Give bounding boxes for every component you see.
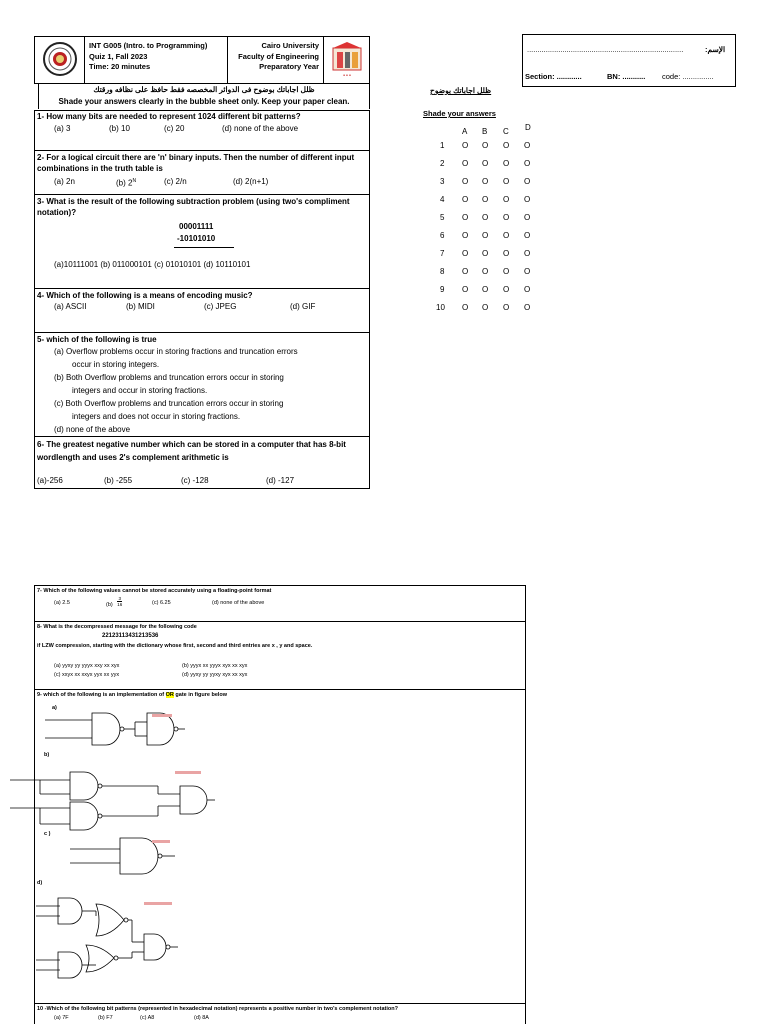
answer-bubble-9-b[interactable]: O xyxy=(482,285,489,294)
q2-option-b xyxy=(116,176,136,189)
q5-option-a-line1: (a) Overflow problems occur in storing fractions and truncation errors xyxy=(54,347,298,356)
answer-bubble-9-c[interactable]: O xyxy=(503,285,510,294)
answer-bubble-10-a[interactable]: O xyxy=(462,303,469,312)
answer-sheet-title-arabic: ظلل اجاباتك بوضوح xyxy=(430,86,492,95)
question-4 xyxy=(34,288,370,332)
q2-option-b-text: (b) 2 xyxy=(116,178,133,188)
answer-bubble-9-d[interactable]: O xyxy=(524,285,531,294)
answer-bubble-10-b[interactable]: O xyxy=(482,303,489,312)
answer-bubble-8-a[interactable]: O xyxy=(462,267,469,276)
name-dots: ........................................................................... xyxy=(527,45,684,54)
answer-bubble-3-d[interactable]: O xyxy=(524,177,531,186)
answer-bubble-2-d[interactable]: O xyxy=(524,159,531,168)
question-4-text: 4- Which of the following is a means of encoding music? xyxy=(37,291,253,300)
answer-row-number: 3 xyxy=(440,177,445,186)
answer-bubble-5-a[interactable]: O xyxy=(462,213,469,222)
question-1 xyxy=(34,110,370,150)
q3-operand-1: 00001111 xyxy=(179,222,214,231)
question-2-text: 2- For a logical circuit there are 'n' binary inputs. Then the number of different input combinations in the truth table is xyxy=(37,153,355,173)
question-8-text: 8- What is the decompressed message for the following code xyxy=(37,624,197,630)
answer-bubble-9-a[interactable]: O xyxy=(462,285,469,294)
q9-highlight: OR xyxy=(165,692,174,698)
q7-option-d: (d) none of the above xyxy=(212,600,265,606)
question-7 xyxy=(34,585,526,621)
answer-bubble-8-b[interactable]: O xyxy=(482,267,489,276)
answer-bubble-3-c[interactable]: O xyxy=(503,177,510,186)
code-field: code: ............... xyxy=(662,72,714,81)
answer-row-number: 10 xyxy=(436,303,445,312)
q5-option-b-line1: (b) Both Overflow problems and truncation errors occur in storing xyxy=(54,373,284,382)
answer-row-number: 5 xyxy=(440,213,445,222)
svg-text:•••: ••• xyxy=(342,73,352,79)
q4-option-d: (d) GIF xyxy=(290,302,316,311)
q8-option-c: (c) xxyx xx xxyx yyx xx yyx xyxy=(54,672,120,678)
answer-bubble-6-b[interactable]: O xyxy=(482,231,489,240)
question-5-text: 5- which of the following is true xyxy=(37,335,157,344)
q9-circuit-c xyxy=(70,834,190,876)
q2-option-c: (c) 2/n xyxy=(164,177,187,186)
question-3 xyxy=(34,194,370,288)
instruction-english: Shade your answers clearly in the bubble sheet only. Keep your paper clean. xyxy=(58,97,350,106)
university-name: Cairo University xyxy=(261,41,319,50)
question-5 xyxy=(34,332,370,436)
q3-operand-2: -10101010 xyxy=(177,234,216,243)
answer-bubble-2-c[interactable]: O xyxy=(503,159,510,168)
answer-bubble-1-a[interactable]: O xyxy=(462,141,469,150)
university-seal-icon xyxy=(42,40,78,83)
quiz-name: Quiz 1, Fall 2023 xyxy=(89,51,148,61)
answer-bubble-2-b[interactable]: O xyxy=(482,159,489,168)
q7-option-b xyxy=(106,596,122,607)
q7-fraction-denominator: 16 xyxy=(117,602,123,607)
column-d-header: D xyxy=(525,123,531,132)
q6-option-d: (d) -127 xyxy=(266,476,295,485)
q6-option-c: (c) -128 xyxy=(181,476,209,485)
answer-row-number: 8 xyxy=(440,267,445,276)
q6-option-a: (a)-256 xyxy=(37,476,63,485)
question-10-text: 10 -Which of the following bit patterns (represented in hexadecimal notation) represents a positive number in two's complement notation? xyxy=(37,1006,398,1012)
university-info xyxy=(228,41,319,73)
question-8 xyxy=(34,621,526,689)
answer-bubble-6-a[interactable]: O xyxy=(462,231,469,240)
course-name: INT G005 (Intro. to Programming) xyxy=(89,41,208,50)
answer-row-number: 4 xyxy=(440,195,445,204)
answer-bubble-5-b[interactable]: O xyxy=(482,213,489,222)
answer-bubble-4-b[interactable]: O xyxy=(482,195,489,204)
q1-option-a: (a) 3 xyxy=(54,124,71,133)
bn-field: BN: ........... xyxy=(607,72,646,81)
answer-bubble-6-c[interactable]: O xyxy=(503,231,510,240)
question-2 xyxy=(34,150,370,194)
q7-fraction-numerator: 3 xyxy=(118,596,122,601)
answer-bubble-7-b[interactable]: O xyxy=(482,249,489,258)
question-6 xyxy=(34,436,370,489)
q8-option-b: (b) yyyx xx yyyx xyx xx xyx xyxy=(182,663,248,669)
question-9-text xyxy=(37,691,523,699)
q9-circuit-a xyxy=(40,705,190,750)
q8-code: 22123113431213536 xyxy=(102,633,159,639)
q5-option-d: (d) none of the above xyxy=(54,425,131,434)
q9-option-a-label: a) xyxy=(52,705,57,711)
q2-option-d: (d) 2(n+1) xyxy=(233,177,269,186)
question-10 xyxy=(34,1003,526,1024)
answer-bubble-3-a[interactable]: O xyxy=(462,177,469,186)
instruction-arabic: ظلل اجاباتك بوضوح فى الدوائر المخصصه فقط حافظ على نظافه ورقتك xyxy=(93,85,315,94)
answer-row-number: 7 xyxy=(440,249,445,258)
q1-option-d: (d) none of the above xyxy=(222,124,299,133)
answer-sheet-title: Shade your answers xyxy=(423,109,496,118)
column-c-header: C xyxy=(503,127,509,136)
q7-option-c: (c) 6.25 xyxy=(152,600,171,606)
answer-bubble-4-d[interactable]: O xyxy=(524,195,531,204)
answer-bubble-5-c[interactable]: O xyxy=(503,213,510,222)
answer-bubble-6-d[interactable]: O xyxy=(524,231,531,240)
header-divider-left xyxy=(84,36,85,84)
q7-option-b-label: (b) xyxy=(106,601,113,608)
answer-row-number: 2 xyxy=(440,159,445,168)
answer-row-number: 9 xyxy=(440,285,445,294)
faculty-logo-icon xyxy=(331,40,363,85)
answer-bubble-8-d[interactable]: O xyxy=(524,267,531,276)
q9-option-d-label: d) xyxy=(37,880,43,886)
question-6-text: 6- The greatest negative number which can be stored in a computer that has 8-bit wordlength and uses 2's complement arithmetic is xyxy=(37,440,346,462)
q5-option-c-line1: (c) Both Overflow problems and truncation errors occur in storing xyxy=(54,399,284,408)
question-3-text: 3- What is the result of the following subtraction problem (using two's compliment notation)? xyxy=(37,197,350,217)
q8-text-2: if LZW compression, starting with the dictionary whose first, second and third entries are x , y and space. xyxy=(37,643,313,649)
q4-option-c: (c) JPEG xyxy=(204,302,237,311)
q7-option-b-fraction xyxy=(117,596,122,607)
answer-bubble-7-d[interactable]: O xyxy=(524,249,531,258)
quiz-time: Time: 20 minutes xyxy=(89,62,151,71)
q4-option-a: (a) ASCII xyxy=(54,302,87,311)
academic-year: Preparatory Year xyxy=(259,62,319,71)
answer-bubble-1-c[interactable]: O xyxy=(503,141,510,150)
q4-option-b: (b) MIDI xyxy=(126,302,155,311)
answer-bubble-4-a[interactable]: O xyxy=(462,195,469,204)
q10-option-c: (c) A8 xyxy=(140,1015,155,1021)
q9-text-post: gate in figure below xyxy=(173,692,228,698)
q2-option-a: (a) 2n xyxy=(54,177,75,186)
answer-bubble-8-c[interactable]: O xyxy=(503,267,510,276)
answer-bubble-7-c[interactable]: O xyxy=(503,249,510,258)
q3-underline xyxy=(174,247,234,248)
answer-bubble-5-d[interactable]: O xyxy=(524,213,531,222)
q9-option-b-label: b) xyxy=(44,752,50,758)
q9-option-c-label: c ) xyxy=(44,831,51,837)
q1-option-b: (b) 10 xyxy=(109,124,130,133)
q9-circuit-d xyxy=(36,890,186,990)
q9-text-pre: 9- which of the following is an implementation of xyxy=(37,692,166,698)
header-divider-right xyxy=(323,36,324,84)
answer-row-number: 1 xyxy=(440,141,445,150)
q10-option-d: (d) 8A xyxy=(194,1015,209,1021)
q10-option-a: (a) 7F xyxy=(54,1015,69,1021)
q6-option-b: (b) -255 xyxy=(104,476,133,485)
name-label: :الإسم xyxy=(705,45,726,54)
answer-bubble-1-b[interactable]: O xyxy=(482,141,489,150)
q10-option-b: (b) F7 xyxy=(98,1015,113,1021)
question-1-text: 1- How many bits are needed to represent 1024 different bit patterns? xyxy=(37,112,301,121)
q1-option-c: (c) 20 xyxy=(164,124,185,133)
course-info xyxy=(89,41,227,73)
answer-bubble-7-a[interactable]: O xyxy=(462,249,469,258)
answer-bubble-10-d[interactable]: O xyxy=(524,303,531,312)
question-7-text: 7- Which of the following values cannot be stored accurately using a floating-point format xyxy=(37,588,272,594)
q8-option-d: (d) yyxy yy yyxy xyx xx xyx xyxy=(182,672,248,678)
q8-option-a: (a) yyxy yy yyyx xxy xx xyx xyxy=(54,663,120,669)
q5-option-a-line2: occur in storing integers. xyxy=(72,360,160,369)
answer-bubble-2-a[interactable]: O xyxy=(462,159,469,168)
q5-option-b-line2: integers and occur in storing fractions. xyxy=(72,386,208,395)
answer-bubble-3-b[interactable]: O xyxy=(482,177,489,186)
answer-row-number: 6 xyxy=(440,231,445,240)
q3-options: (a)10111001 (b) 011000101 (c) 01010101 (d) 10110101 xyxy=(54,260,251,269)
answer-bubble-1-d[interactable]: O xyxy=(524,141,531,150)
section-field: Section: ............ xyxy=(525,72,582,81)
q5-option-c-line2: integers and does not occur in storing fractions. xyxy=(72,412,241,421)
answer-bubble-10-c[interactable]: O xyxy=(503,303,510,312)
q7-option-a: (a) 2.5 xyxy=(54,600,70,606)
faculty-name: Faculty of Engineering xyxy=(238,51,319,61)
answer-bubble-4-c[interactable]: O xyxy=(503,195,510,204)
column-a-header: A xyxy=(462,127,468,136)
column-b-header: B xyxy=(482,127,488,136)
q2-option-b-exponent: N xyxy=(132,178,137,184)
